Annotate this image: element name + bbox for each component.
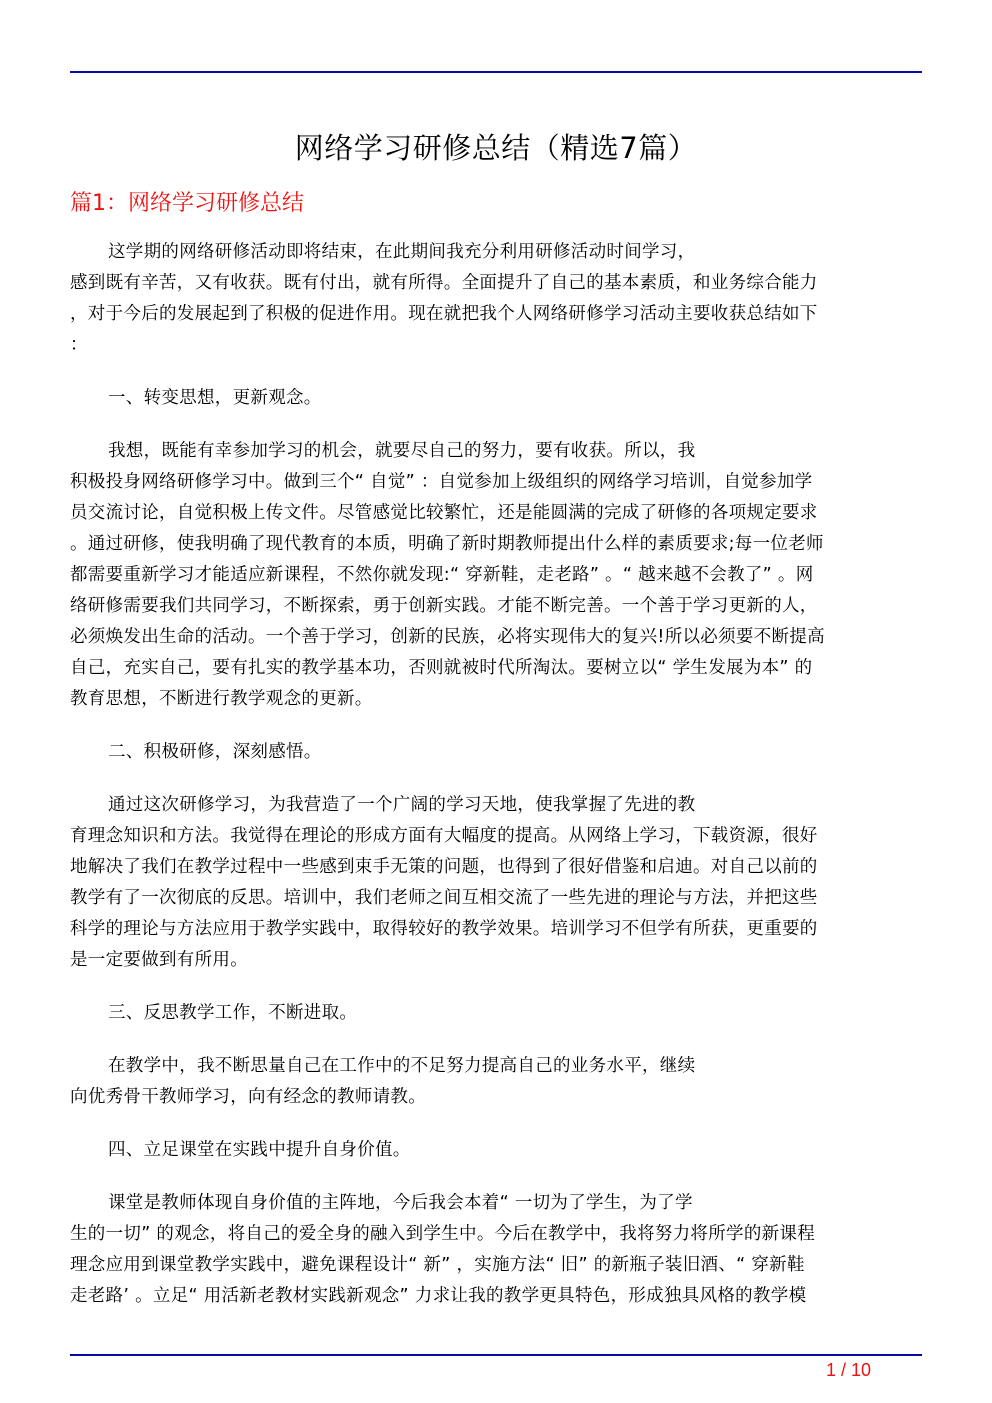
- text-line: 都需要重新学习才能适应新课程，不然你就发现:“ 穿新鞋，走老路” 。“ 越来越不会教了” 。网: [70, 565, 814, 585]
- paragraph-3: [70, 1051, 922, 1113]
- text-line: 走老路’ 。立足“ 用活新老教材实践新观念” 力求让我的教学更具特色，形成独具风格的教学模: [70, 1286, 807, 1306]
- text-line: 络研修需要我们共同学习，不断探索，勇于创新实践。才能不断完善。一个善于学习更新的人，: [70, 596, 818, 616]
- paragraph-4: [70, 1188, 922, 1312]
- paragraph-gap: [70, 1113, 922, 1135]
- paragraph-2: [70, 790, 922, 976]
- text-line: 科学的理论与方法应用于教学实践中，取得较好的教学效果。培训学习不但学有所获，更重要的: [70, 919, 818, 939]
- text-line: 理念应用到课堂教学实践中，避免课程设计“ 新” ，实施方法“ 旧” 的新瓶子装旧酒、“ 穿新鞋: [70, 1255, 805, 1275]
- text-line: 教育思想，不断进行教学观念的更新。: [70, 689, 373, 709]
- text-line: 生的一切” 的观念，将自己的爱全身的融入到学生中。今后在教学中，我将努力将所学的新课程: [70, 1224, 816, 1244]
- section-heading: 篇1：网络学习研修总结: [70, 191, 304, 216]
- text-line: ：: [70, 335, 88, 355]
- paragraph-intro: [70, 237, 922, 361]
- text-line: 我想，既能有幸参加学习的机会，就要尽自己的努力，要有收获。所以，我: [108, 441, 696, 461]
- paragraph-gap: [70, 361, 922, 383]
- text-line: ，对于今后的发展起到了积极的促进作用。现在就把我个人网络研修学习活动主要收获总结如下: [70, 304, 818, 324]
- footer-rule: [70, 1354, 922, 1356]
- header-rule: [70, 71, 922, 73]
- document-title: 网络学习研修总结（精选7篇）: [294, 131, 698, 165]
- paragraph-gap: [70, 1029, 922, 1051]
- paragraph-gap: [70, 976, 922, 998]
- text-line: 必须焕发出生命的活动。一个善于学习，创新的民族，必将实现伟大的复兴!所以必须要不断提高: [70, 627, 825, 647]
- paragraph-gap: [70, 414, 922, 436]
- text-line: 课堂是教师体现自身价值的主阵地，今后我会本着“ 一切为了学生，为了学: [108, 1193, 693, 1213]
- paragraph-1: [70, 436, 922, 715]
- text-line: 自己，充实自己，要有扎实的教学基本功，否则就被时代所淘汰。要树立以“ 学生发展为本” 的: [70, 658, 813, 678]
- text-line: 通过这次研修学习，为我营造了一个广阔的学习天地，使我掌握了先进的教: [108, 795, 696, 815]
- text-line: 这学期的网络研修活动即将结束，在此期间我充分利用研修活动时间学习，: [108, 242, 696, 262]
- paragraph-gap: [70, 768, 922, 790]
- subheading-1: 一、转变思想，更新观念。: [108, 388, 322, 408]
- text-line: 育理念知识和方法。我觉得在理论的形成方面有大幅度的提高。从网络上学习，下载资源，很好: [70, 826, 818, 846]
- subheading-3: 三、反思教学工作，不断进取。: [108, 1003, 358, 1023]
- document-body: [70, 237, 922, 1312]
- subheading-2: 二、积极研修，深刻感悟。: [108, 742, 322, 762]
- text-line: 地解决了我们在教学过程中一些感到束手无策的问题，也得到了很好借鉴和启迪。对自己以前的: [70, 857, 818, 877]
- text-line: 在教学中，我不断思量自己在工作中的不足努力提高自己的业务水平，继续: [108, 1056, 696, 1076]
- text-line: 感到既有辛苦，又有收获。既有付出，就有所得。全面提升了自己的基本素质，和业务综合能力: [70, 273, 818, 293]
- text-line: 教学有了一次彻底的反思。培训中，我们老师之间互相交流了一些先进的理论与方法，并把这些: [70, 888, 818, 908]
- text-line: 。通过研修，使我明确了现代教育的本质，明确了新时期教师提出什么样的素质要求;每一位老师: [70, 534, 824, 554]
- subheading-4: 四、立足课堂在实践中提升自身价值。: [108, 1140, 411, 1160]
- paragraph-gap: [70, 1166, 922, 1188]
- text-line: 员交流讨论，自觉积极上传文件。尽管感觉比较繁忙，还是能圆满的完成了研修的各项规定要求: [70, 503, 818, 523]
- text-line: 是一定要做到有所用。: [70, 950, 248, 970]
- text-line: 积极投身网络研修学习中。做到三个“ 自觉” ：自觉参加上级组织的网络学习培训，自觉参加学: [70, 472, 813, 492]
- text-line: 向优秀骨干教师学习，向有经念的教师请教。: [70, 1087, 426, 1107]
- paragraph-gap: [70, 715, 922, 737]
- page-number: 1 / 10: [826, 1360, 872, 1380]
